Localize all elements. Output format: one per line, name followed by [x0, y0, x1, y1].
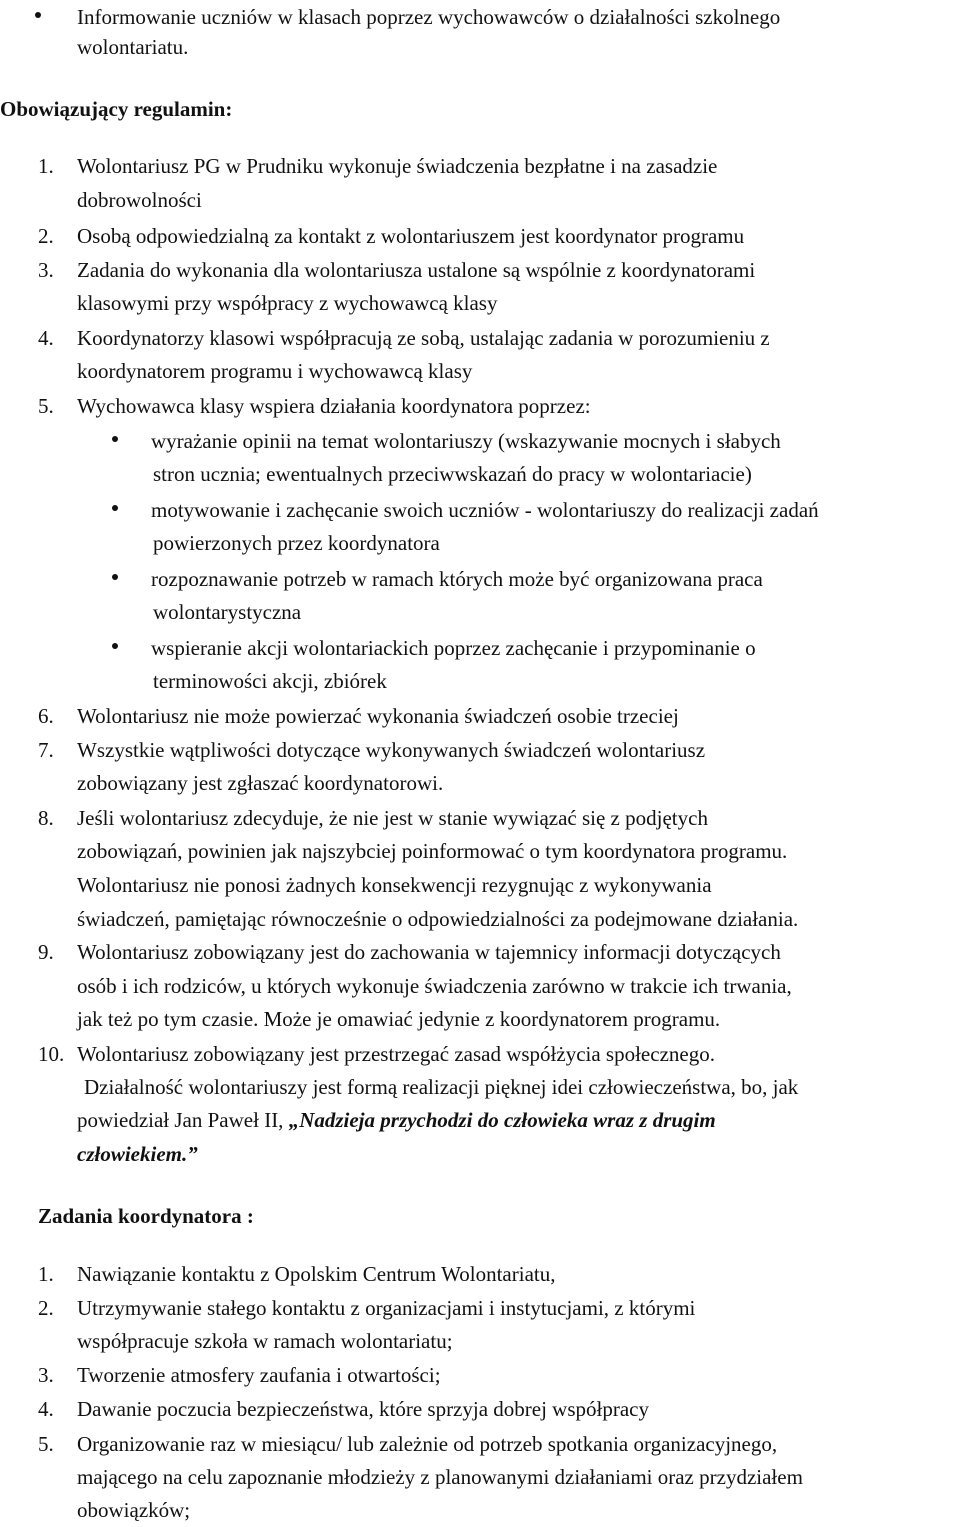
list-number: 7.: [38, 738, 54, 762]
sub-bullet-line: powierzonych przez koordynatora: [153, 531, 440, 555]
list-number: 1.: [38, 1262, 54, 1286]
list-number: 1.: [38, 154, 54, 178]
list-item-line: świadczeń, pamiętając równocześnie o odpowiedzialności za podejmowane działania.: [77, 907, 799, 931]
section-heading-zadania: Zadania koordynatora :: [38, 1204, 254, 1228]
list-item-line: zobowiązań, powinien jak najszybciej poinformować o tym koordynatora programu.: [77, 839, 788, 863]
list-item-line: Wolontariusz zobowiązany jest przestrzegać zasad współżycia społecznego.: [77, 1042, 715, 1066]
list-item-line: klasowymi przy współpracy z wychowawcą klasy: [77, 291, 498, 315]
closing-text: powiedział Jan Paweł II,: [77, 1108, 289, 1132]
list-number: 3.: [38, 1363, 54, 1387]
list-number: 2.: [38, 224, 54, 248]
list-item-line: Organizowanie raz w miesiącu/ lub zależnie od potrzeb spotkania organizacyjnego,: [77, 1432, 778, 1456]
list-number: 8.: [38, 806, 54, 830]
closing-paragraph-line: [77, 1103, 716, 1137]
list-item-line: obowiązków;: [77, 1498, 191, 1522]
list-item-line: osób i ich rodziców, u których wykonuje świadczenia zarówno w trakcie ich trwania,: [77, 974, 792, 998]
quote-text: człowiekiem.”: [77, 1142, 198, 1166]
list-number: 5.: [38, 1432, 54, 1456]
sub-bullet-line: wspieranie akcji wolontariackich poprzez zachęcanie i przypominanie o: [151, 636, 756, 660]
list-item-line: Wolontariusz PG w Prudniku wykonuje świadczenia bezpłatne i na zasadzie: [77, 154, 718, 178]
sub-bullet-line: terminowości akcji, zbiórek: [153, 669, 387, 693]
bullet-icon: [112, 643, 118, 649]
list-item-line: Zadania do wykonania dla wolontariusza ustalone są wspólnie z koordynatorami: [77, 258, 756, 282]
list-item-line: mającego na celu zapoznanie młodzieży z planowanymi działaniami oraz przydziałem: [77, 1465, 803, 1489]
list-number: 9.: [38, 940, 54, 964]
list-item-line: Wolontariusz nie ponosi żadnych konsekwencji rezygnując z wykonywania: [77, 873, 712, 897]
list-item-line: Koordynatorzy klasowi współpracują ze sobą, ustalając zadania w porozumieniu z: [77, 326, 770, 350]
list-item-line: współpracuje szkoła w ramach wolontariatu;: [77, 1329, 453, 1353]
section-heading-regulamin: Obowiązujący regulamin:: [0, 97, 233, 121]
list-number: 10.: [38, 1042, 65, 1066]
list-item-line: Dawanie poczucia bezpieczeństwa, które sprzyja dobrej współpracy: [77, 1397, 649, 1421]
closing-paragraph-line: Działalność wolontariuszy jest formą realizacji pięknej idei człowieczeństwa, bo, jak: [84, 1075, 799, 1099]
list-number: 4.: [38, 326, 54, 350]
intro-bullet-line: wolontariatu.: [77, 35, 189, 59]
list-item-line: jak też po tym czasie. Może je omawiać jedynie z koordynatorem programu.: [77, 1007, 721, 1031]
sub-bullet-line: stron ucznia; ewentualnych przeciwwskazań do pracy w wolontariacie): [153, 462, 752, 486]
list-number: 5.: [38, 394, 54, 418]
list-number: 4.: [38, 1397, 54, 1421]
list-number: 3.: [38, 258, 54, 282]
list-item-line: Wolontariusz zobowiązany jest do zachowania w tajemnicy informacji dotyczących: [77, 940, 781, 964]
sub-bullet-line: motywowanie i zachęcanie swoich uczniów - wolontariuszy do realizacji zadań: [151, 498, 819, 522]
list-item-line: Osobą odpowiedzialną za kontakt z wolontariuszem jest koordynator programu: [77, 224, 745, 248]
sub-bullet-line: rozpoznawanie potrzeb w ramach których może być organizowana praca: [151, 567, 763, 591]
list-item-line: Jeśli wolontariusz zdecyduje, że nie jest w stanie wywiązać się z podjętych: [77, 806, 708, 830]
sub-bullet-line: wolontarystyczna: [153, 600, 302, 624]
list-item-line: Utrzymywanie stałego kontaktu z organizacjami i instytucjami, z którymi: [77, 1296, 696, 1320]
list-item-line: Tworzenie atmosfery zaufania i otwartości;: [77, 1363, 441, 1387]
list-item-line: dobrowolności: [77, 188, 202, 212]
list-item-line: koordynatorem programu i wychowawcą klasy: [77, 359, 473, 383]
bullet-icon: [35, 12, 41, 18]
list-item-line: Wychowawca klasy wspiera działania koordynatora poprzez:: [77, 394, 591, 418]
bullet-icon: [112, 436, 118, 442]
list-item-line: Wszystkie wątpliwości dotyczące wykonywanych świadczeń wolontariusz: [77, 738, 706, 762]
bullet-icon: [112, 574, 118, 580]
bullet-icon: [112, 505, 118, 511]
list-item-line: Wolontariusz nie może powierzać wykonania świadczeń osobie trzeciej: [77, 704, 679, 728]
intro-bullet-line: Informowanie uczniów w klasach poprzez wychowawców o działalności szkolnego: [77, 5, 781, 29]
list-item-line: zobowiązany jest zgłaszać koordynatorowi.: [77, 771, 444, 795]
quote-text: „Nadzieja przychodzi do człowieka wraz z drugim: [288, 1108, 716, 1132]
list-number: 2.: [38, 1296, 54, 1320]
sub-bullet-line: wyrażanie opinii na temat wolontariuszy (wskazywanie mocnych i słabych: [151, 429, 781, 453]
list-number: 6.: [38, 704, 54, 728]
list-item-line: Nawiązanie kontaktu z Opolskim Centrum Wolontariatu,: [77, 1262, 556, 1286]
